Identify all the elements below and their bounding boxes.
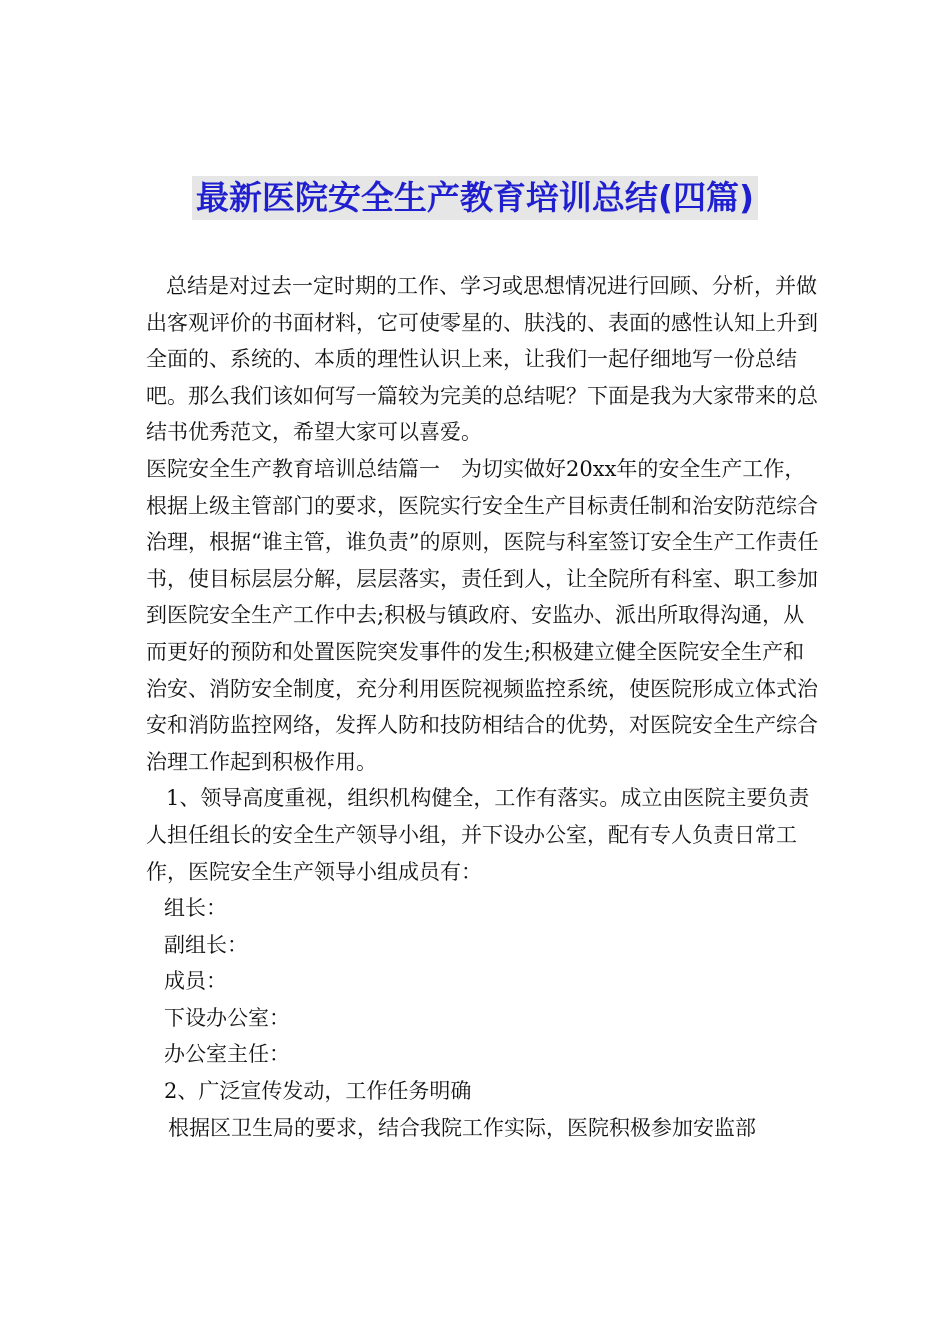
intro-paragraph: 总结是对过去一定时期的工作、学习或思想情况进行回顾、分析，并做出客观评价的书面材料，它可使零星的、肤浅的、表面的感性认知上升到全面的、系统的、本质的理性认识上来，让我们一起仔细地写一份总结吧。那么我们该如何写一篇较为完美的总结呢？下面是我为大家带来的总结书优秀范文，希望大家可以喜爱。	[146, 274, 818, 445]
members-line: 成员：	[164, 969, 227, 994]
item-two-heading: 2、广泛宣传发动，工作任务明确	[164, 1079, 472, 1104]
document-body	[146, 268, 821, 1146]
item-one-paragraph: 1、领导高度重视，组织机构健全，工作有落实。成立由医院主要负责人担任组长的安全生产领导小组，并下设办公室，配有专人负责日常工作，医院安全生产领导小组成员有：	[146, 786, 810, 884]
office-line: 下设办公室：	[164, 1005, 290, 1030]
document-title: 最新医院安全生产教育培训总结(四篇)	[192, 176, 758, 220]
item-two-paragraph: 根据区卫生局的要求，结合我院工作实际，医院积极参加安监部	[168, 1115, 756, 1140]
group-leader-line: 组长：	[164, 896, 227, 921]
office-director-line: 办公室主任：	[164, 1042, 290, 1067]
title-container	[0, 176, 950, 220]
section-one-paragraph: 医院安全生产教育培训总结篇一 为切实做好20xx年的安全生产工作，根据上级主管部门的要求，医院实行安全生产目标责任制和治安防范综合治理，根据“谁主管，谁负责”的原则，医院与科室签订安全生产工作责任书，使目标层层分解，层层落实，责任到人，让全院所有科室、职工参加到医院安全生产工作中去;积极与镇政府、安监办、派出所取得沟通，从而更好的预防和处置医院突发事件的发生;积极建立健全医院安全生产和治安、消防安全制度，充分利用医院视频监控系统，使医院形成立体式治安和消防监控网络，发挥人防和技防相结合的优势，对医院安全生产综合治理工作起到积极作用。	[146, 456, 819, 774]
deputy-leader-line: 副组长：	[164, 932, 248, 957]
